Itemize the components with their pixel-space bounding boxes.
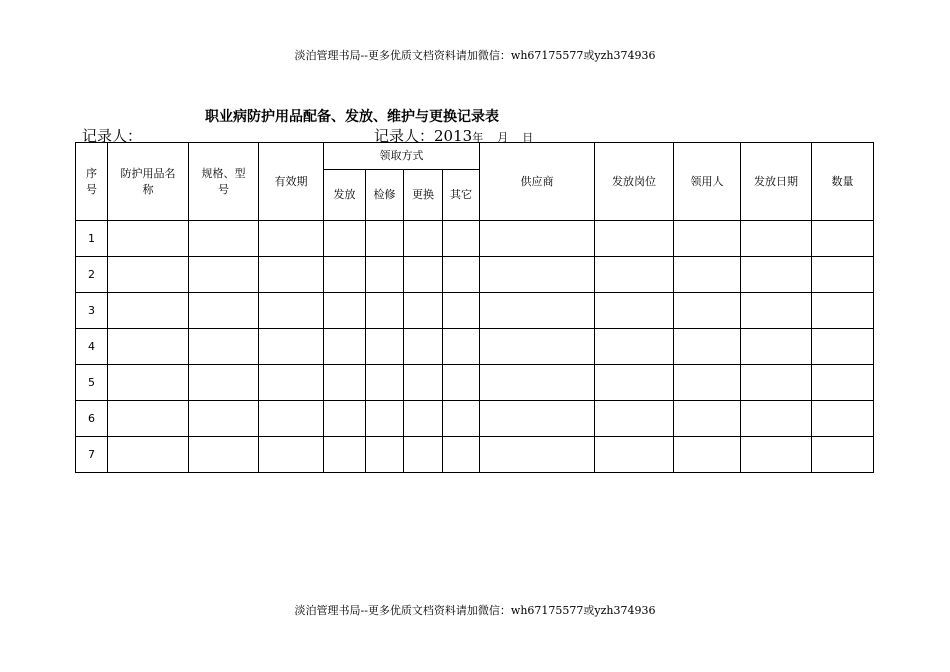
table-cell [189, 221, 259, 257]
col-header-date: 发放日期 [741, 143, 812, 221]
row-number: 4 [76, 329, 108, 365]
col-header-method-replace: 更换 [404, 170, 443, 221]
col-header-item-name-line2: 称 [142, 182, 154, 196]
table-cell [366, 221, 404, 257]
table-cell [404, 329, 443, 365]
col-header-method-group: 领取方式 [324, 143, 480, 170]
record-table [75, 142, 874, 473]
recorder-label-right: 记录人：2013 [374, 127, 473, 145]
col-header-validity: 有效期 [259, 143, 324, 221]
col-header-method-other: 其它 [443, 170, 480, 221]
table-cell [741, 401, 812, 437]
table-cell [674, 401, 741, 437]
table-cell [366, 329, 404, 365]
table-cell [108, 401, 189, 437]
table-cell [443, 437, 480, 473]
year-label: 年 [472, 131, 484, 144]
table-cell [812, 221, 874, 257]
table-cell [108, 257, 189, 293]
table-cell [741, 329, 812, 365]
table-cell [443, 365, 480, 401]
table-row [76, 221, 874, 257]
table-cell [324, 257, 366, 293]
table-cell [259, 221, 324, 257]
header-watermark: 淡泊管理书局--更多优质文档资料请加微信：wh67175577或yzh374936 [294, 49, 656, 62]
table-cell [108, 365, 189, 401]
col-header-item-name-line1: 防护用品名 [120, 166, 176, 180]
record-body [76, 221, 874, 473]
table-cell [366, 293, 404, 329]
table-cell [189, 257, 259, 293]
table-cell [108, 437, 189, 473]
table-cell [404, 437, 443, 473]
col-header-method-repair: 检修 [366, 170, 404, 221]
table-cell [812, 293, 874, 329]
col-header-seq-line1: 序 [86, 166, 97, 180]
table-cell [366, 401, 404, 437]
document-title: 职业病防护用品配备、发放、维护与更换记录表 [205, 109, 499, 125]
row-number: 3 [76, 293, 108, 329]
table-cell [480, 437, 595, 473]
col-header-seq-line2: 号 [86, 182, 97, 196]
table-cell [595, 257, 674, 293]
col-header-method-issue: 发放 [324, 170, 366, 221]
table-cell [108, 293, 189, 329]
table-cell [480, 401, 595, 437]
table-cell [595, 437, 674, 473]
col-header-spec [189, 143, 259, 221]
table-cell [741, 293, 812, 329]
table-cell [189, 401, 259, 437]
table-cell [674, 221, 741, 257]
table-cell [324, 221, 366, 257]
table-cell [480, 365, 595, 401]
table-cell [324, 401, 366, 437]
table-cell [443, 293, 480, 329]
row-number: 7 [76, 437, 108, 473]
table-cell [259, 329, 324, 365]
table-cell [812, 437, 874, 473]
col-header-seq [76, 143, 108, 221]
table-cell [324, 437, 366, 473]
table-cell [259, 437, 324, 473]
table-cell [741, 437, 812, 473]
table-cell [366, 437, 404, 473]
table-cell [595, 293, 674, 329]
table-cell [108, 329, 189, 365]
table-cell [259, 293, 324, 329]
col-header-receiver: 领用人 [674, 143, 741, 221]
table-cell [812, 365, 874, 401]
table-cell [674, 257, 741, 293]
table-cell [674, 293, 741, 329]
table-cell [404, 293, 443, 329]
table-cell [366, 257, 404, 293]
table-cell [812, 257, 874, 293]
table-cell [404, 365, 443, 401]
table-cell [259, 365, 324, 401]
col-header-quantity: 数量 [812, 143, 874, 221]
table-row [76, 401, 874, 437]
recorder-label-left: 记录人： [82, 127, 143, 145]
table-cell [741, 221, 812, 257]
table-cell [674, 329, 741, 365]
col-header-supplier: 供应商 [480, 143, 595, 221]
table-cell [259, 401, 324, 437]
table-cell [108, 221, 189, 257]
row-number: 2 [76, 257, 108, 293]
table-cell [595, 221, 674, 257]
table-cell [674, 437, 741, 473]
col-header-item-name [108, 143, 189, 221]
table-row [76, 293, 874, 329]
table-cell [480, 221, 595, 257]
table-cell [404, 401, 443, 437]
table-cell [443, 329, 480, 365]
table-cell [443, 257, 480, 293]
table-cell [259, 257, 324, 293]
col-header-spec-line2: 号 [218, 182, 229, 196]
footer-watermark: 淡泊管理书局--更多优质文档资料请加微信：wh67175577或yzh374936 [294, 604, 656, 617]
table-cell [189, 437, 259, 473]
table-cell [189, 365, 259, 401]
table-cell [741, 365, 812, 401]
table-cell [480, 257, 595, 293]
row-number: 6 [76, 401, 108, 437]
table-cell [189, 329, 259, 365]
table-cell [189, 293, 259, 329]
row-number: 1 [76, 221, 108, 257]
row-number: 5 [76, 365, 108, 401]
table-cell [324, 329, 366, 365]
table-cell [480, 329, 595, 365]
table-cell [404, 221, 443, 257]
table-cell [741, 257, 812, 293]
month-label: 月 [497, 131, 509, 144]
table-cell [324, 365, 366, 401]
table-cell [595, 329, 674, 365]
table-row [76, 329, 874, 365]
table-cell [324, 293, 366, 329]
table-cell [443, 401, 480, 437]
table-cell [404, 257, 443, 293]
table-row [76, 437, 874, 473]
table-cell [812, 401, 874, 437]
col-header-post: 发放岗位 [595, 143, 674, 221]
table-row [76, 257, 874, 293]
table-cell [366, 365, 404, 401]
header-row-top [76, 143, 874, 170]
table-cell [595, 401, 674, 437]
table-cell [443, 221, 480, 257]
table-cell [595, 365, 674, 401]
day-label: 日 [522, 131, 534, 144]
col-header-spec-line1: 规格、型 [201, 166, 246, 180]
table-cell [674, 365, 741, 401]
table-cell [480, 293, 595, 329]
table-cell [812, 329, 874, 365]
table-row [76, 365, 874, 401]
